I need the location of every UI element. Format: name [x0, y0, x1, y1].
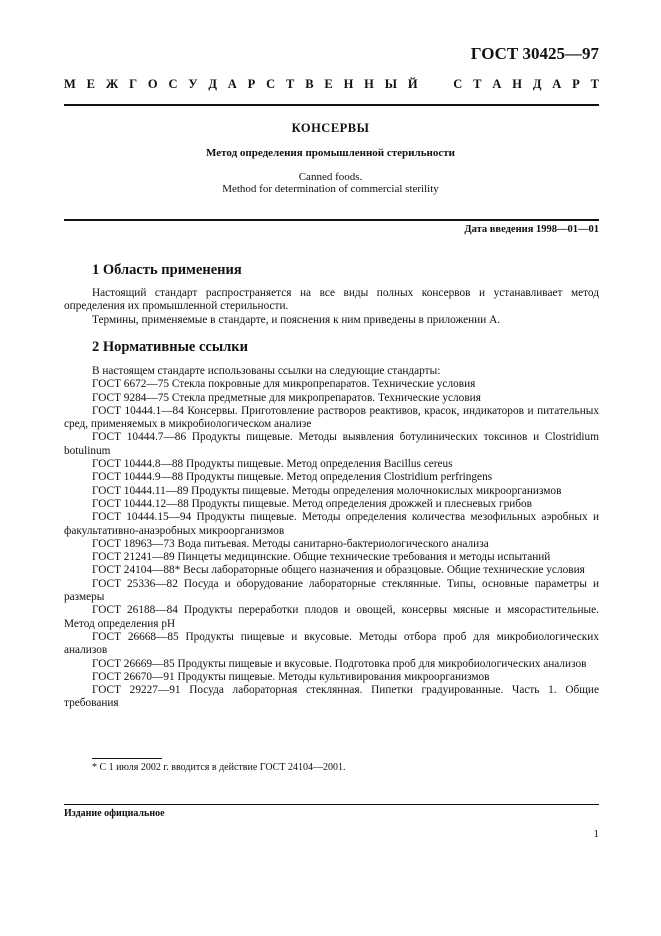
- introduction-date: Дата введения 1998—01—01: [464, 224, 599, 235]
- reference-entry: ГОСТ 26669—85 Продукты пищевые и вкусовые. Подготовка проб для микробиологических анализов: [92, 657, 587, 670]
- banner-letter: Й: [407, 77, 418, 91]
- banner-letter: Р: [572, 77, 580, 91]
- footnote: * С 1 июля 2002 г. вводится в действие ГОСТ 24104—2001.: [92, 762, 346, 773]
- reference-entry: ГОСТ 18963—73 Вода питьевая. Методы санитарно-бактериологического анализа: [92, 537, 489, 550]
- banner-letter: У: [188, 77, 198, 91]
- reference-entry: ГОСТ 6672—75 Стекла покровные для микропрепаратов. Технические условия: [92, 378, 476, 391]
- banner-letter: А: [552, 77, 562, 91]
- reference-entry: ГОСТ 10444.1—84 Консервы. Приготовление растворов реактивов, красок, индикаторов и питательных сред, применяемых в микробиологическом анализе: [64, 404, 599, 431]
- section-body-references: [64, 365, 599, 711]
- page-number: 1: [593, 828, 599, 840]
- banner-letter: О: [147, 77, 158, 91]
- banner-letter: Ы: [384, 77, 398, 91]
- reference-entry: ГОСТ 10444.9—88 Продукты пищевые. Метод определения Clostridium perfringens: [92, 471, 493, 484]
- section-heading-scope: 1 Область применения: [92, 262, 242, 278]
- banner-letter: Ж: [105, 77, 119, 91]
- banner-letter: Г: [129, 77, 138, 91]
- banner-letter: Т: [286, 77, 295, 91]
- banner-letter: С: [453, 77, 463, 91]
- banner-letter: А: [492, 77, 502, 91]
- paragraph: Настоящий стандарт распространяется на все виды полных консервов и устанавливает метод определения их промышленной стерильности.: [64, 287, 599, 313]
- interstate-standard-banner: [64, 77, 599, 92]
- paragraph: В настоящем стандарте использованы ссылки на следующие стандарты:: [92, 365, 441, 377]
- subtitle-english-line2: Method for determination of commercial sterility: [222, 183, 439, 195]
- subtitle-russian: Метод определения промышленной стерильности: [206, 147, 455, 159]
- reference-entry: ГОСТ 24104—88* Весы лабораторные общего назначения и образцовые. Общие технические условия: [92, 564, 585, 577]
- banner-letter: Н: [364, 77, 374, 91]
- document-number: ГОСТ 30425—97: [470, 44, 599, 63]
- banner-letter: Р: [247, 77, 256, 91]
- reference-entry: ГОСТ 10444.15—94 Продукты пищевые. Методы определения количества мезофильных аэробных и факультативно-анаэробных микроорганизмов: [64, 511, 599, 537]
- reference-entry: ГОСТ 26670—91 Продукты пищевые. Методы культивирования микроорганизмов: [92, 670, 490, 683]
- banner-letter: С: [266, 77, 276, 91]
- footnote-divider: [92, 758, 162, 759]
- reference-entry: ГОСТ 10444.8—88 Продукты пищевые. Метод определения Bacillus cereus: [92, 458, 453, 471]
- banner-letter: Т: [473, 77, 482, 91]
- reference-entry: ГОСТ 10444.11—89 Продукты пищевые. Методы определения молочнокислых микроорганизмов: [92, 484, 562, 497]
- banner-letter: Е: [86, 77, 95, 91]
- title-divider: [64, 219, 599, 221]
- banner-letter: Е: [324, 77, 333, 91]
- banner-letter: Т: [590, 77, 599, 91]
- reference-entry: ГОСТ 29227—91 Посуда лабораторная стеклянная. Пипетки градуированные. Часть 1. Общие требования: [64, 684, 599, 710]
- section-body-scope: [64, 287, 599, 327]
- banner-letter: Н: [343, 77, 354, 91]
- banner-letter: Н: [512, 77, 522, 91]
- banner-letter: С: [168, 77, 178, 91]
- reference-entry: ГОСТ 21241—89 Пинцеты медицинские. Общие технические требования и методы испытаний: [92, 551, 551, 564]
- reference-entry: ГОСТ 10444.12—88 Продукты пищевые. Метод определения дрожжей и плесневых грибов: [92, 497, 533, 510]
- banner-letter: Д: [532, 77, 542, 91]
- subtitle-english-line1: Canned foods.: [298, 171, 363, 183]
- banner-letter: В: [305, 77, 314, 91]
- reference-entry: ГОСТ 26668—85 Продукты пищевые и вкусовые. Методы отбора проб для микробиологических анализов: [64, 630, 599, 657]
- reference-entry: ГОСТ 10444.7—86 Продукты пищевые. Методы выявления ботулинических токсинов и Clostridium botulinum: [64, 431, 599, 457]
- banner-letter: Д: [208, 77, 217, 91]
- top-divider: [64, 104, 599, 106]
- reference-entry: ГОСТ 9284—75 Стекла предметные для микропрепаратов. Технические условия: [92, 391, 481, 404]
- bottom-divider: [64, 804, 599, 805]
- banner-letter: М: [64, 77, 76, 91]
- edition-label: Издание официальное: [64, 808, 165, 819]
- reference-entry: ГОСТ 26188—84 Продукты переработки плодов и овощей, консервы мясные и мясорастительные. Метод определения pH: [64, 604, 599, 630]
- document-title: КОНСЕРВЫ: [291, 121, 370, 135]
- banner-letter: А: [227, 77, 237, 91]
- section-heading-references: 2 Нормативные ссылки: [92, 339, 248, 355]
- paragraph: Термины, применяемые в стандарте, и пояснения к ним приведены в приложении А.: [92, 313, 501, 326]
- word-gap: [428, 77, 442, 92]
- reference-entry: ГОСТ 25336—82 Посуда и оборудование лабораторные стеклянные. Типы, основные параметры и размеры: [64, 577, 599, 604]
